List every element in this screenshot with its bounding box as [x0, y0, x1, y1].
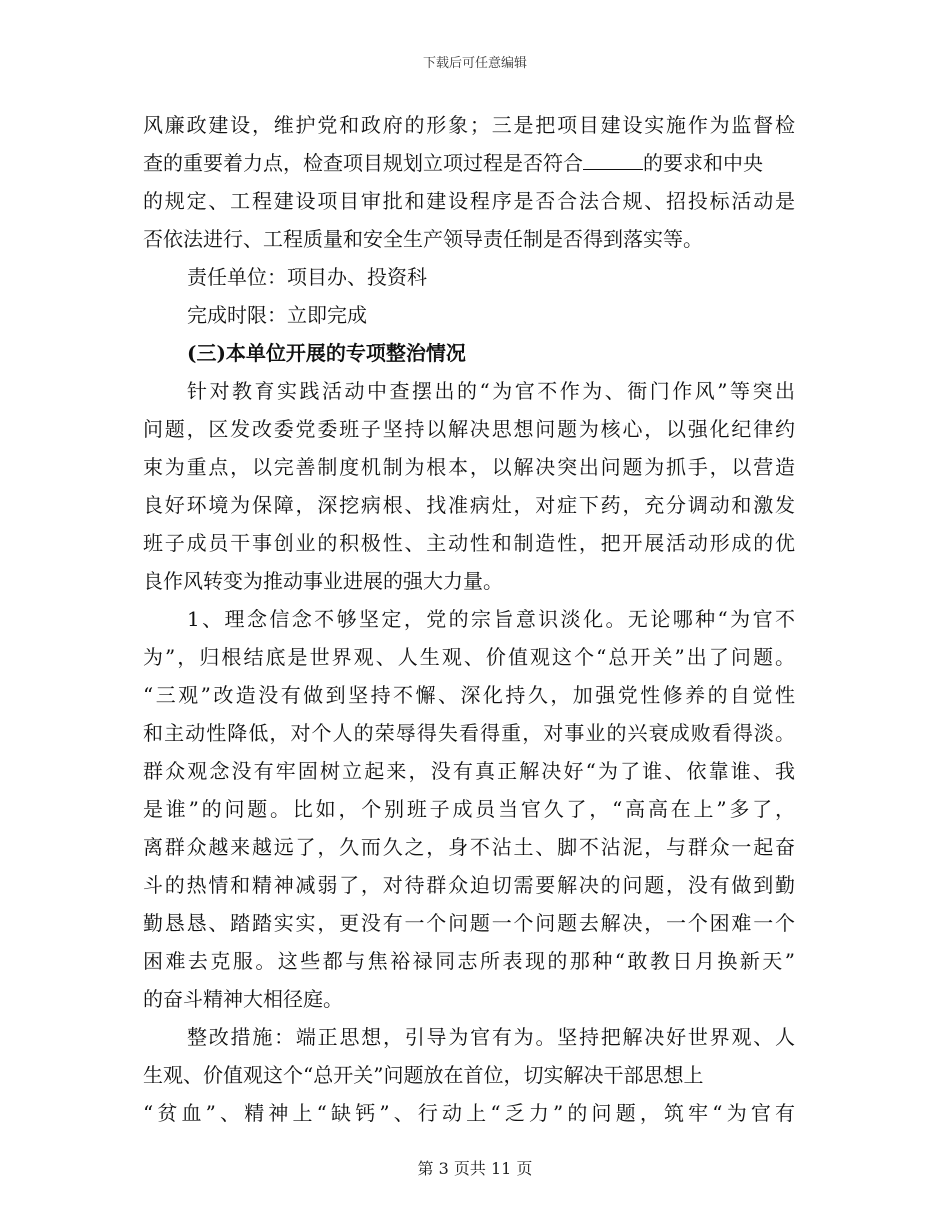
paragraph-line: “贫血”、精神上“缺钙”、行动上“乏力”的问题，筑牢“为官有	[143, 1101, 795, 1125]
page-footer: 第 3 页共 11 页	[417, 1159, 533, 1178]
paragraph-line: 斗的热情和精神减弱了，对待群众迫切需要解决的问题，没有做到勤	[143, 873, 795, 897]
document-body	[143, 106, 795, 1132]
paragraph-line: 问题，区发改委党委班子坚持以解决思想问题为核心，以强化纪律约	[143, 417, 795, 441]
deadline: 完成时限：立即完成	[187, 303, 367, 327]
blank-underline	[583, 147, 643, 170]
paragraph-line: 风廉政建设，维护党和政府的形象；三是把项目建设实施作为监督检	[143, 113, 795, 137]
paragraph-line: 生观、价值观这个“总开关”问题放在首位，切实解决干部思想上	[143, 1063, 704, 1087]
paragraph-line: 的规定、工程建设项目审批和建设程序是否合法合规、招投标活动是	[143, 189, 795, 213]
paragraph-line: 离群众越来越远了，久而久之，身不沾土、脚不沾泥，与群众一起奋	[143, 835, 795, 859]
paragraph-line: 整改措施：端正思想，引导为官有为。坚持把解决好世界观、人	[187, 1025, 795, 1049]
paragraph-text: 的要求和中央	[643, 151, 763, 175]
responsible-unit: 责任单位：项目办、投资科	[187, 265, 427, 289]
paragraph-line: 群众观念没有牢固树立起来，没有真正解决好“为了谁、依靠谁、我	[143, 759, 795, 783]
paragraph-line: 束为重点，以完善制度机制为根本，以解决突出问题为抓手，以营造	[143, 455, 795, 479]
paragraph-line: 困难去克服。这些都与焦裕禄同志所表现的那种“敢教日月换新天”	[143, 949, 795, 973]
paragraph-line: 班子成员干事创业的积极性、主动性和制造性，把开展活动形成的优	[143, 531, 795, 555]
paragraph-line: 为”，归根结底是世界观、人生观、价值观这个“总开关”出了问题。	[143, 645, 795, 669]
paragraph-line	[143, 144, 795, 182]
paragraph-line: 1、理念信念不够坚定，党的宗旨意识淡化。无论哪种“为官不	[187, 607, 795, 631]
paragraph-line: 针对教育实践活动中查摆出的“为官不作为、衙门作风”等突出	[187, 379, 795, 403]
paragraph-text: 查的重要着力点，检查项目规划立项过程是否符合	[143, 151, 583, 175]
paragraph-line: 否依法进行、工程质量和安全生产领导责任制是否得到落实等。	[143, 227, 703, 251]
paragraph-line: 的奋斗精神大相径庭。	[143, 987, 343, 1011]
paragraph-line: 是谁”的问题。比如，个别班子成员当官久了，“高高在上”多了，	[143, 797, 795, 821]
paragraph-line: “三观”改造没有做到坚持不懈、深化持久，加强党性修养的自觉性	[143, 683, 795, 707]
paragraph-line: 勤恳恳、踏踏实实，更没有一个问题一个问题去解决，一个困难一个	[143, 911, 795, 935]
paragraph-line: 良作风转变为推动事业进展的强大力量。	[143, 569, 503, 593]
paragraph-line: 和主动性降低，对个人的荣辱得失看得重，对事业的兴衰成败看得淡。	[143, 721, 795, 745]
page-header: 下载后可任意编辑	[422, 56, 527, 71]
section-heading: (三)本单位开展的专项整治情况	[187, 341, 466, 365]
paragraph-line: 良好环境为保障，深挖病根、找准病灶，对症下药，充分调动和激发	[143, 493, 795, 517]
